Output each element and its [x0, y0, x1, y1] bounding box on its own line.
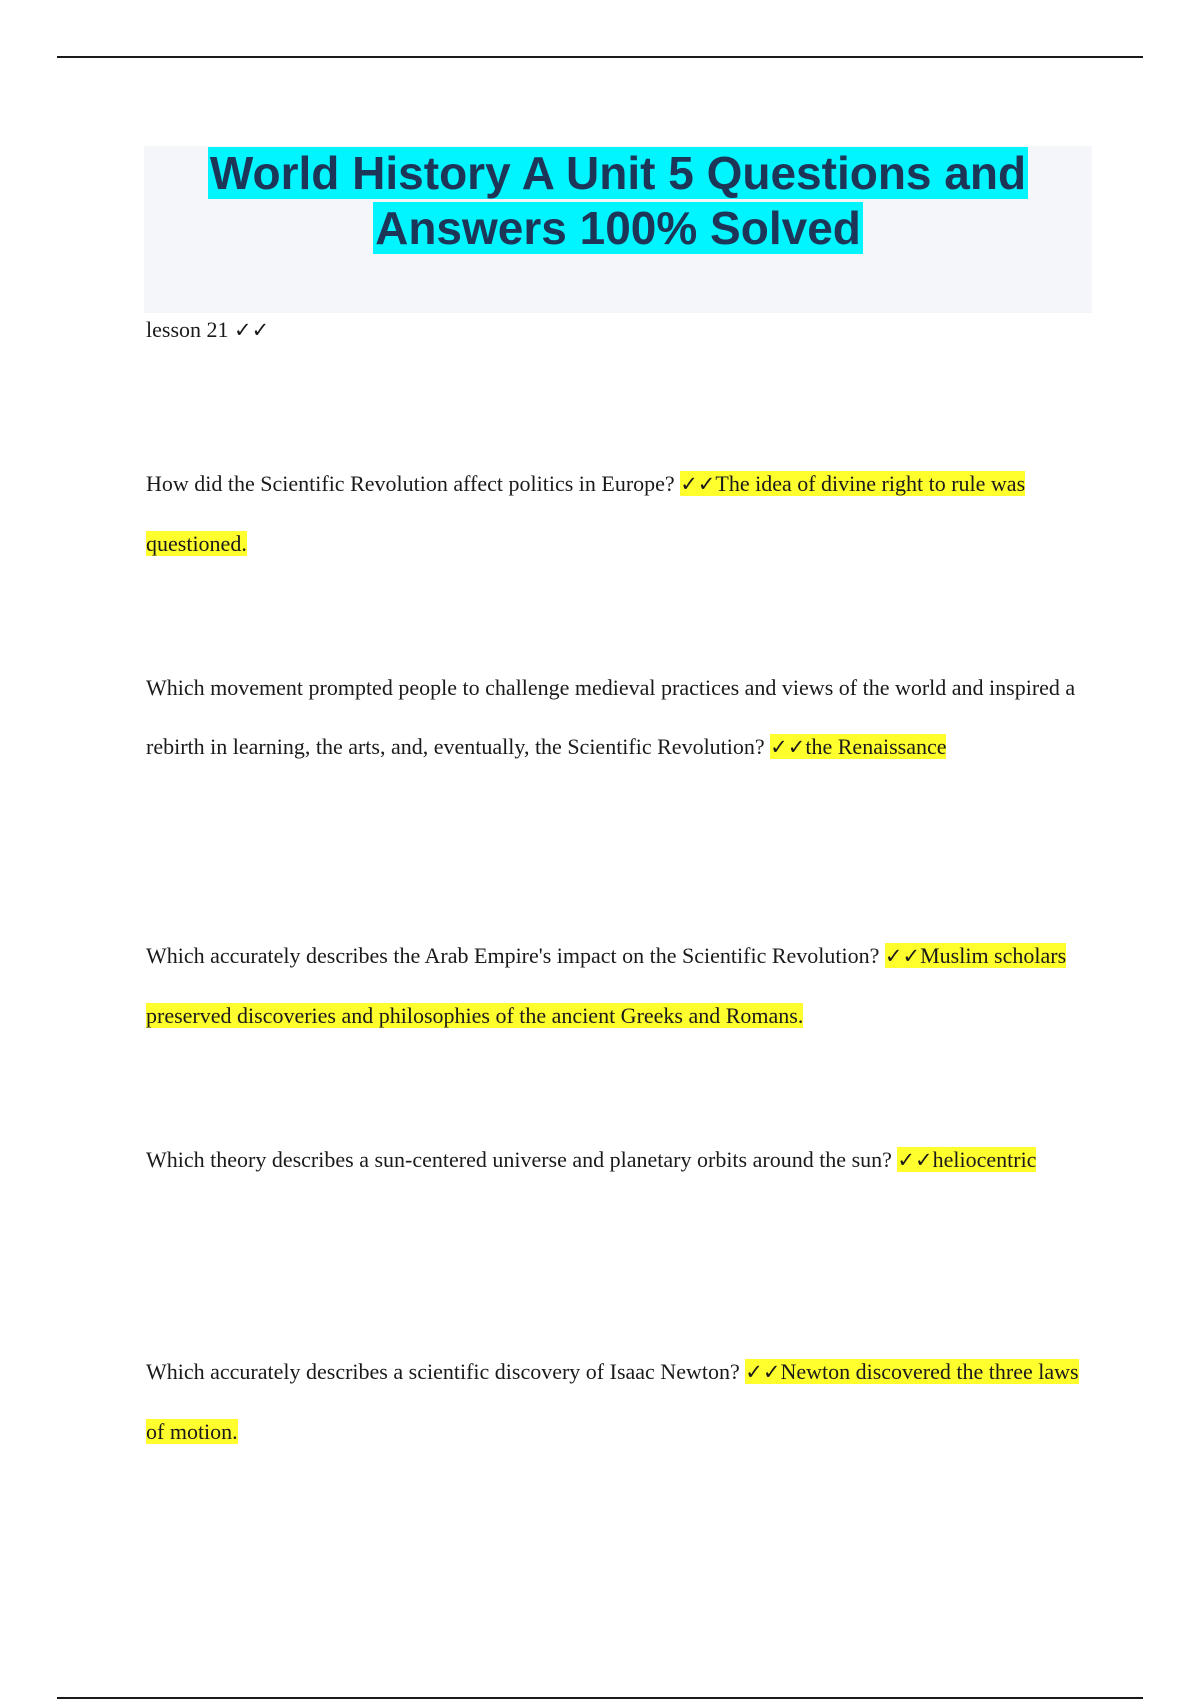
- check-mark-icon: ✓✓: [897, 1148, 933, 1172]
- top-rule: [57, 56, 1143, 58]
- answer-highlight: [770, 734, 946, 759]
- check-mark-icon: ✓✓: [770, 735, 806, 759]
- qa-item-3: [146, 926, 1086, 1045]
- answer-text: Newton discovered the three laws of motion.: [146, 1359, 1079, 1444]
- title-highlight: World History A Unit 5 Questions and Answers 100% Solved: [209, 147, 1027, 254]
- qa-item-2: [146, 658, 1086, 777]
- qa-item-4: [146, 1130, 1086, 1190]
- question-text: Which accurately describes the Arab Empire's impact on the Scientific Revolution?: [146, 943, 880, 968]
- check-mark-icon: ✓✓: [234, 318, 270, 342]
- answer-text: Muslim scholars preserved discoveries and philosophies of the ancient Greeks and Romans.: [146, 943, 1067, 1028]
- lesson-label: lesson 21: [146, 317, 229, 342]
- question-text: Which theory describes a sun-centered universe and planetary orbits around the sun?: [146, 1147, 892, 1172]
- question-text: Which movement prompted people to challenge medieval practices and views of the world and inspired a rebirth in learning, the arts, and, eventually, the Scientific Revolution?: [146, 675, 1076, 759]
- question-text: How did the Scientific Revolution affect politics in Europe?: [146, 471, 675, 496]
- answer-text: the Renaissance: [805, 734, 947, 759]
- answer-text: heliocentric: [932, 1147, 1037, 1172]
- check-mark-icon: ✓✓: [745, 1360, 781, 1384]
- title-panel: [144, 146, 1092, 313]
- answer-text: The idea of divine right to rule was questioned.: [146, 471, 1026, 556]
- qa-item-5: [146, 1342, 1086, 1461]
- document-title: [144, 146, 1092, 256]
- qa-item-1: [146, 454, 1086, 573]
- check-mark-icon: ✓✓: [680, 472, 716, 496]
- lesson-heading: [146, 312, 269, 348]
- answer-highlight: [897, 1147, 1036, 1172]
- question-text: Which accurately describes a scientific discovery of Isaac Newton?: [146, 1359, 740, 1384]
- check-mark-icon: ✓✓: [884, 944, 921, 968]
- bottom-rule: [57, 1697, 1143, 1699]
